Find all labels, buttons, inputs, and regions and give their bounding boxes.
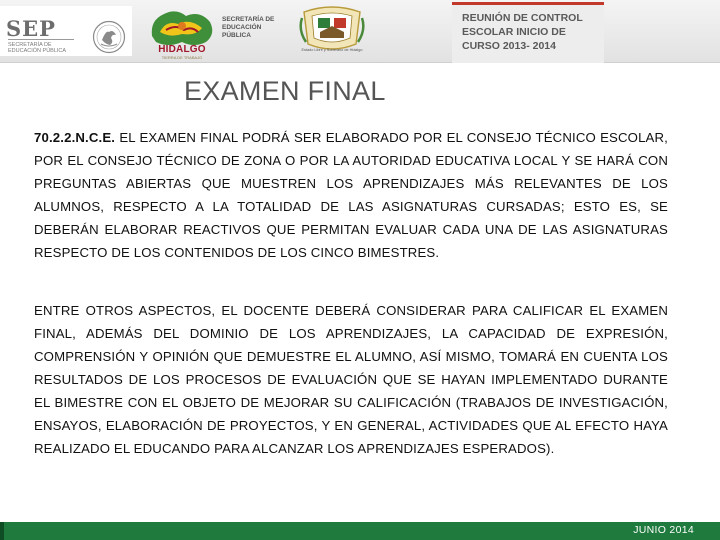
meeting-title: REUNIÓN DE CONTROL ESCOLAR INICIO DE CURSO 2013- 2014: [462, 12, 583, 52]
footer-bar: [0, 522, 720, 540]
paragraph-2-text: ENTRE OTROS ASPECTOS, EL DOCENTE DEBERÁ CONSIDERAR PARA CALIFICAR EL EXAMEN FINAL, ADEMÁS DEL DOMINIO DE LOS APRENDIZAJES, LA CAPACIDAD DE EXPRESIÓN, COMPRENSIÓN Y OPINIÓN QUE DEMUESTRE EL ALUMNO, ASÍ MISMO, TOMARÁ EN CUENTA LOS RESULTADOS DE LOS PROCESOS DE EVALUACIÓN QUE SE HAYAN IMPLEMENTADO DURANTE EL BIMESTRE CON EL OBJETO DE MEJORAR SU CALIFICACIÓN (TRABAJOS DE INVESTIGACIÓN, ENSAYOS, ELABORACIÓN DE PROYECTOS, Y EN GENERAL, ACTIVIDADES QUE AL EFECTO HAYA REALIZADO EL EDUCANDO PARA ALCANZAR LOS APRENDIZAJES ESPERADOS).: [34, 303, 668, 456]
hidalgo-logo-name: HIDALGO: [158, 44, 206, 55]
hidalgo-logo-tagline: TIERRA DE TRABAJO: [161, 55, 203, 60]
state-agency-name: SECRETARÍA DE EDUCACIÓN PÚBLICA: [222, 16, 275, 39]
mexican-eagle-seal-icon: [92, 20, 126, 54]
paragraph-1-lead: 70.2.2.N.C.E.: [34, 130, 116, 145]
state-seal-caption: Estado Libre y Soberano de Hidalgo: [301, 48, 363, 52]
sep-logo-subtitle: SECRETARÍA DE EDUCACIÓN PÚBLICA: [8, 39, 74, 54]
footer-accent: [0, 522, 4, 540]
paragraph-1-text: EL EXAMEN FINAL PODRÁ SER ELABORADO POR EL CONSEJO TÉCNICO ESCOLAR, POR EL CONSEJO TÉCNICO DE ZONA O POR LA AUTORIDAD EDUCATIVA LOCAL Y SE HARÁ CON PREGUNTAS ABIERTAS QUE MUESTREN LOS APRENDIZAJES MÁS RELEVANTES DE LOS ALUMNOS, RESPECTO A LA TOTALIDAD DE LAS ASIGNATURAS CURSADAS; ESTO ES, SE DEBERÁN ELABORAR REACTIVOS QUE PERMITAN EVALUAR CADA UNA DE LAS ASIGNATURAS RESPECTO DE LOS CONTENIDOS DE LOS CINCO BIMESTRES.: [34, 130, 668, 260]
paragraph-1: [34, 126, 668, 264]
sep-logo: [0, 6, 132, 56]
paragraph-2: [34, 299, 668, 460]
footer-date: JUNIO 2014: [633, 524, 694, 536]
hidalgo-state-seal-icon: [298, 4, 366, 54]
page-title: EXAMEN FINAL: [184, 76, 386, 106]
header-banner: [0, 0, 720, 63]
meeting-title-box: [452, 2, 604, 63]
sep-logo-word: SEP: [6, 16, 56, 41]
